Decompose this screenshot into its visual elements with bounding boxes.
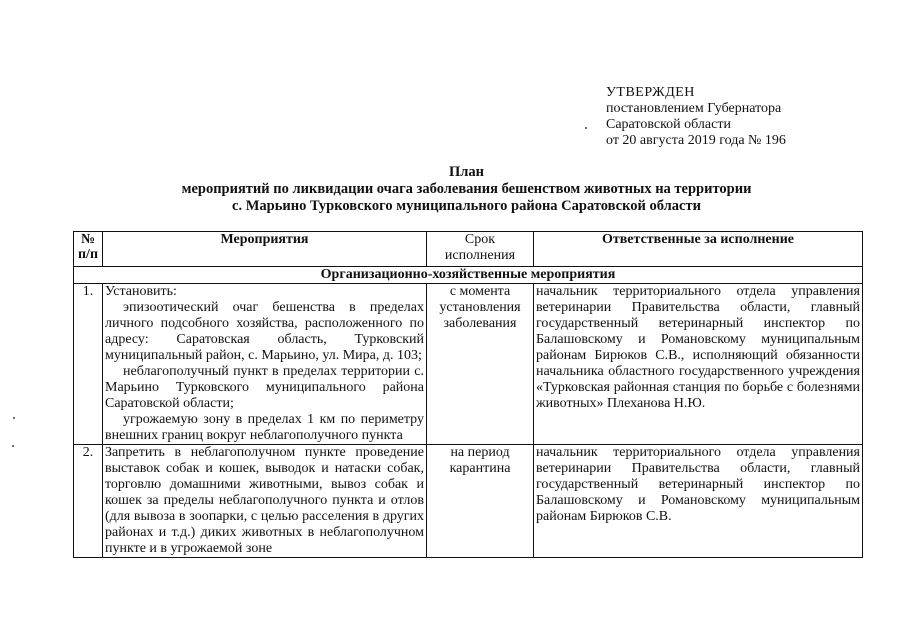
measure-item: неблагополучный пункт в пределах территории с. Марьино Турковского муниципального района Саратовской области; xyxy=(105,364,424,411)
row-measure xyxy=(103,284,427,445)
title-subject: мероприятий по ликвидации очага заболевания бешенством животных на территории xyxy=(181,181,752,197)
table-header-row xyxy=(74,232,863,267)
header-number-abbr: п/п xyxy=(77,247,99,262)
approval-region: Саратовской области xyxy=(606,117,731,132)
scan-speck xyxy=(12,445,14,447)
title-location: с. Марьино Турковского муниципального района Саратовской области xyxy=(232,198,701,214)
measure-item: угрожаемую зону в пределах 1 км по периметру внешних границ вокруг неблагополучного пункта xyxy=(105,412,424,443)
row-responsible: начальник территориального отдела управления ветеринарии Правительства области, главный государственный ветеринарный инспектор по Балашовскому и Романовскому муниципальным районам Бирюков С.В., исполняющий обязанности начальника областного государственного учреждения «Турковская районная станция по борьбе с болезнями животных» Плеханова Н.Ю. xyxy=(534,284,863,445)
header-term-line2: исполнения xyxy=(444,248,516,263)
table-row xyxy=(74,445,863,558)
header-number xyxy=(74,232,103,267)
row-term: с момента установления заболевания xyxy=(427,284,534,445)
document-title xyxy=(0,164,905,215)
approval-decree: постановлением Губернатора xyxy=(606,101,782,116)
header-term xyxy=(427,232,534,267)
header-responsible: Ответственные за исполнение xyxy=(534,232,863,267)
row-number: 2. xyxy=(74,445,103,558)
title-plan: План xyxy=(448,164,485,180)
row-number: 1. xyxy=(74,284,103,445)
header-number-sign: № xyxy=(80,232,96,247)
row-term: на период карантина xyxy=(427,445,534,558)
section-title: Организационно-хозяйственные мероприятия xyxy=(74,267,863,284)
row-measure xyxy=(103,445,427,558)
plan-table xyxy=(73,231,863,558)
approval-date: от 20 августа 2019 года № 196 xyxy=(606,133,786,148)
measure-text: Запретить в неблагополучном пункте проведение выставок собак и кошек, выводок и натаски собак, торговлю домашними животными, вывоз собак и кошек за пределы неблагополучного пункта и отлов (для вывоза в зоопарки, с целью расселения в других районах и т.д.) диких животных в неблагополучном пункте и в угрожаемой зоне xyxy=(105,445,424,556)
approval-stamp xyxy=(606,85,786,149)
scan-speck xyxy=(585,127,587,129)
header-measures: Мероприятия xyxy=(103,232,427,267)
row-responsible: начальник территориального отдела управления ветеринарии Правительства области, главный государственный ветеринарный инспектор по Балашовскому и Романовскому муниципальным районам Бирюков С.В. xyxy=(534,445,863,558)
section-row xyxy=(74,267,863,284)
header-term-line1: Срок xyxy=(464,232,496,247)
approval-title: УТВЕРЖДЕН xyxy=(606,85,695,100)
scan-speck xyxy=(13,417,15,419)
measure-item: эпизоотический очаг бешенства в пределах личного подсобного хозяйства, расположенного по адресу: Саратовская область, Турковский муниципальный район, с. Марьино, ул. Мира, д. 103; xyxy=(105,300,424,363)
measure-lead: Установить: xyxy=(105,284,177,299)
table-row xyxy=(74,284,863,445)
